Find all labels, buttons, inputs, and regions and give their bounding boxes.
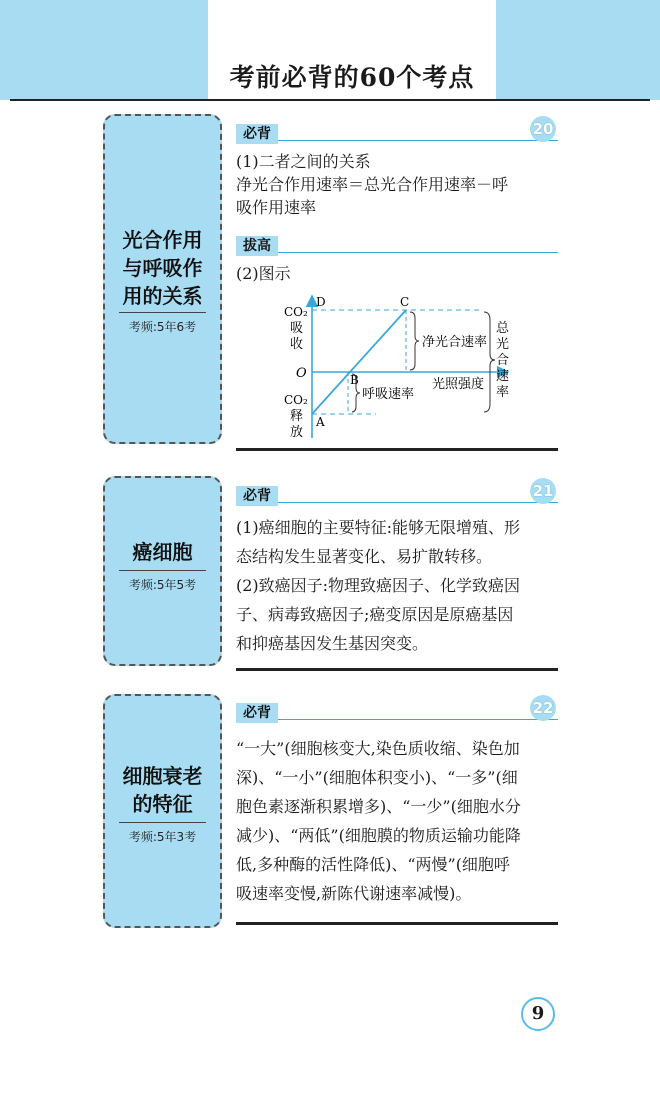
label-absorb: 收 (290, 337, 304, 352)
label-net-rate: 净光合速率 (422, 335, 488, 350)
text-line: (2)图示 (236, 264, 291, 283)
topic-title (105, 538, 220, 566)
topic-card-cell-aging (103, 694, 222, 928)
text-line: 和抑癌基因发生基因突变。 (236, 634, 429, 653)
label-x-axis: 光照强度 (432, 377, 485, 392)
topic-title-line: 癌细胞 (132, 540, 193, 564)
text-line: (2)致癌因子:物理致癌因子、化学致癌因 (236, 576, 521, 595)
topic-title (105, 226, 220, 310)
text-line: 减少)、“两低”(细胞膜的物质运输功能降 (236, 826, 521, 845)
label-total-rate: 光 (496, 337, 510, 352)
point-body (236, 513, 558, 658)
label-release: 放 (290, 425, 304, 440)
text-line: 吸速率变慢,新陈代谢速率减慢)。 (236, 884, 472, 903)
exam-frequency: 考频:5年5考 (128, 578, 197, 592)
section-divider (236, 448, 558, 451)
topic-title-line: 细胞衰老 (122, 764, 203, 788)
text-line: 子、病毒致癌因子;癌变原因是原癌基因 (236, 605, 514, 624)
label-point-c: C (400, 295, 410, 309)
point-body (236, 262, 558, 285)
label-co2: CO₂ (284, 305, 308, 319)
label-absorb: 吸 (290, 321, 304, 336)
topic-title-line: 的特征 (132, 792, 193, 816)
section-divider (236, 668, 558, 671)
tag-underline (278, 140, 558, 141)
exam-frequency: 考频:5年6考 (128, 320, 197, 334)
label-co2: CO₂ (284, 393, 308, 407)
point-number-badge: 20 (530, 116, 556, 142)
text-line: “一大”(细胞核变大,染色质收缩、染色加 (236, 739, 520, 758)
label-release: 释 (290, 409, 304, 424)
photosynthesis-diagram (276, 288, 526, 444)
text-line: (1)二者之间的关系 (236, 152, 371, 171)
tag-must-memorize: 必背 (236, 486, 278, 506)
topic-title (105, 762, 220, 818)
tag-underline (278, 502, 558, 503)
label-total-rate: 率 (496, 385, 510, 400)
tag-advanced: 拔高 (236, 236, 278, 256)
point-body (236, 734, 558, 908)
text-line: 净光合作用速率＝总光合作用速率－呼 (236, 175, 509, 194)
text-line: 吸作用速率 (236, 198, 317, 217)
topic-divider (119, 312, 206, 313)
topic-divider (119, 822, 206, 823)
page-title: 考前必背的60个考点 (229, 63, 475, 92)
topic-divider (119, 570, 206, 571)
header-right-band (496, 0, 660, 100)
point-body (236, 150, 558, 219)
section-divider (236, 922, 558, 925)
label-point-a: A (316, 415, 325, 429)
tag-underline (278, 252, 558, 253)
label-point-d: D (316, 295, 326, 309)
total-rate-brace (484, 312, 495, 412)
topic-card-photosynthesis (103, 114, 222, 444)
text-line: (1)癌细胞的主要特征:能够无限增殖、形 (236, 518, 521, 537)
tag-underline (278, 719, 558, 720)
topic-title-line: 光合作用 (122, 228, 203, 252)
header-divider (10, 99, 650, 101)
text-line: 深)、“一小”(细胞体积变小)、“一多”(细 (236, 768, 518, 787)
text-line: 低,多种酶的活性降低)、“两慢”(细胞呼 (236, 855, 510, 874)
topic-title-line: 与呼吸作 (122, 256, 203, 280)
net-rate-brace (410, 312, 419, 370)
tag-must-memorize: 必背 (236, 703, 278, 723)
label-origin: O (296, 366, 307, 381)
point-number-badge: 22 (530, 695, 556, 721)
label-resp-rate: 呼吸速率 (362, 387, 415, 402)
label-total-rate: 合 (496, 353, 510, 368)
topic-card-cancer-cell (103, 476, 222, 666)
tag-must-memorize: 必背 (236, 124, 278, 144)
exam-frequency: 考频:5年3考 (128, 830, 197, 844)
text-line: 态结构发生显著变化、易扩散转移。 (236, 547, 493, 566)
label-total-rate: 总 (496, 321, 510, 336)
label-total-rate: 速 (496, 369, 510, 384)
text-line: 胞色素逐渐积累增多)、“一少”(细胞水分 (236, 797, 521, 816)
header-left-band (0, 0, 208, 100)
point-number-badge: 21 (530, 478, 556, 504)
topic-title-line: 用的关系 (122, 284, 203, 308)
page-number: 9 (521, 997, 555, 1031)
label-point-b: B (350, 373, 359, 387)
